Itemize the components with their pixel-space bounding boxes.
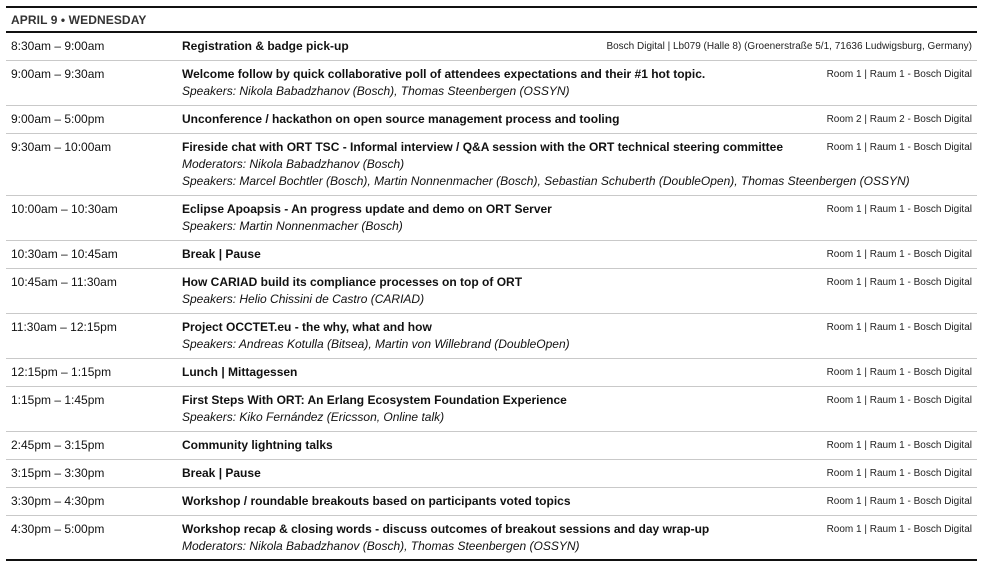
session-row [6, 106, 977, 134]
session-people: Speakers: Kiko Fernández (Ericsson, Online talk) [182, 410, 445, 424]
session-title: Workshop recap & closing words - discuss outcomes of breakout sessions and day wrap-up [182, 522, 710, 536]
session-room: Room 1 | Raum 1 - Bosch Digital [826, 367, 972, 378]
session-time: 9:00am – 5:00pm [11, 112, 105, 126]
session-people: Moderators: Nikola Babadzhanov (Bosch) [182, 157, 405, 171]
session-row [6, 33, 977, 61]
session-title: Lunch | Mittagessen [182, 365, 298, 379]
session-row [6, 488, 977, 516]
session-title: Community lightning talks [182, 438, 333, 452]
session-time: 10:30am – 10:45am [11, 247, 118, 261]
session-time: 12:15pm – 1:15pm [11, 365, 112, 379]
session-time: 8:30am – 9:00am [11, 39, 105, 53]
session-time: 10:00am – 10:30am [11, 202, 118, 216]
session-room: Bosch Digital | Lb079 (Halle 8) (Groenerstraße 5/1, 71636 Ludwigsburg, Germany) [606, 41, 972, 52]
session-time: 1:15pm – 1:45pm [11, 393, 105, 407]
session-time: 9:30am – 10:00am [11, 140, 112, 154]
session-title: Break | Pause [182, 466, 261, 480]
session-row [6, 516, 977, 561]
session-time: 2:45pm – 3:15pm [11, 438, 105, 452]
session-row [6, 387, 977, 432]
day-label: APRIL 9 • WEDNESDAY [11, 12, 147, 27]
session-room: Room 1 | Raum 1 - Bosch Digital [826, 69, 972, 80]
session-people: Moderators: Nikola Babadzhanov (Bosch), Thomas Steenbergen (OSSYN) [182, 539, 580, 553]
session-title: Unconference / hackathon on open source management process and tooling [182, 112, 620, 126]
session-room: Room 1 | Raum 1 - Bosch Digital [826, 524, 972, 535]
session-time: 10:45am – 11:30am [11, 275, 117, 289]
session-title: First Steps With ORT: An Erlang Ecosystem Foundation Experience [182, 393, 567, 407]
session-time: 11:30am – 12:15pm [11, 320, 117, 334]
session-people: Speakers: Martin Nonnenmacher (Bosch) [182, 219, 403, 233]
session-room: Room 1 | Raum 1 - Bosch Digital [826, 204, 972, 215]
session-time: 3:30pm – 4:30pm [11, 494, 105, 508]
session-title: Break | Pause [182, 247, 261, 261]
session-row [6, 314, 977, 359]
session-people: Speakers: Marcel Bochtler (Bosch), Martin Nonnenmacher (Bosch), Sebastian Schuberth (DoubleOpen), Thomas Steenbergen (OSSYN) [182, 174, 910, 188]
session-room: Room 2 | Raum 2 - Bosch Digital [826, 114, 972, 125]
schedule-table [6, 6, 977, 561]
session-row [6, 432, 977, 460]
session-row [6, 460, 977, 488]
session-title: Project OCCTET.eu - the why, what and how [182, 320, 432, 334]
session-room: Room 1 | Raum 1 - Bosch Digital [826, 395, 972, 406]
session-row [6, 196, 977, 241]
session-time: 4:30pm – 5:00pm [11, 522, 105, 536]
session-people: Speakers: Nikola Babadzhanov (Bosch), Thomas Steenbergen (OSSYN) [182, 84, 570, 98]
session-row [6, 134, 977, 196]
session-room: Room 1 | Raum 1 - Bosch Digital [826, 277, 972, 288]
session-time: 3:15pm – 3:30pm [11, 466, 105, 480]
session-row [6, 359, 977, 387]
session-title: Registration & badge pick-up [182, 39, 349, 53]
session-room: Room 1 | Raum 1 - Bosch Digital [826, 249, 972, 260]
session-people: Speakers: Helio Chissini de Castro (CARIAD) [182, 292, 425, 306]
session-title: How CARIAD build its compliance processes on top of ORT [182, 275, 523, 289]
session-title: Welcome follow by quick collaborative poll of attendees expectations and their #1 hot topic. [182, 67, 706, 81]
session-row [6, 269, 977, 314]
session-room: Room 1 | Raum 1 - Bosch Digital [826, 496, 972, 507]
session-title: Workshop / roundable breakouts based on participants voted topics [182, 494, 571, 508]
session-room: Room 1 | Raum 1 - Bosch Digital [826, 322, 972, 333]
session-row [6, 241, 977, 269]
session-list [6, 33, 977, 561]
session-room: Room 1 | Raum 1 - Bosch Digital [826, 440, 972, 451]
session-time: 9:00am – 9:30am [11, 67, 105, 81]
session-row [6, 61, 977, 106]
session-room: Room 1 | Raum 1 - Bosch Digital [826, 142, 972, 153]
session-people: Speakers: Andreas Kotulla (Bitsea), Martin von Willebrand (DoubleOpen) [182, 337, 570, 351]
day-header [6, 6, 977, 33]
session-room: Room 1 | Raum 1 - Bosch Digital [826, 468, 972, 479]
session-title: Eclipse Apoapsis - An progress update and demo on ORT Server [182, 202, 552, 216]
session-title: Fireside chat with ORT TSC - Informal interview / Q&A session with the ORT technical steering committee [182, 140, 784, 154]
